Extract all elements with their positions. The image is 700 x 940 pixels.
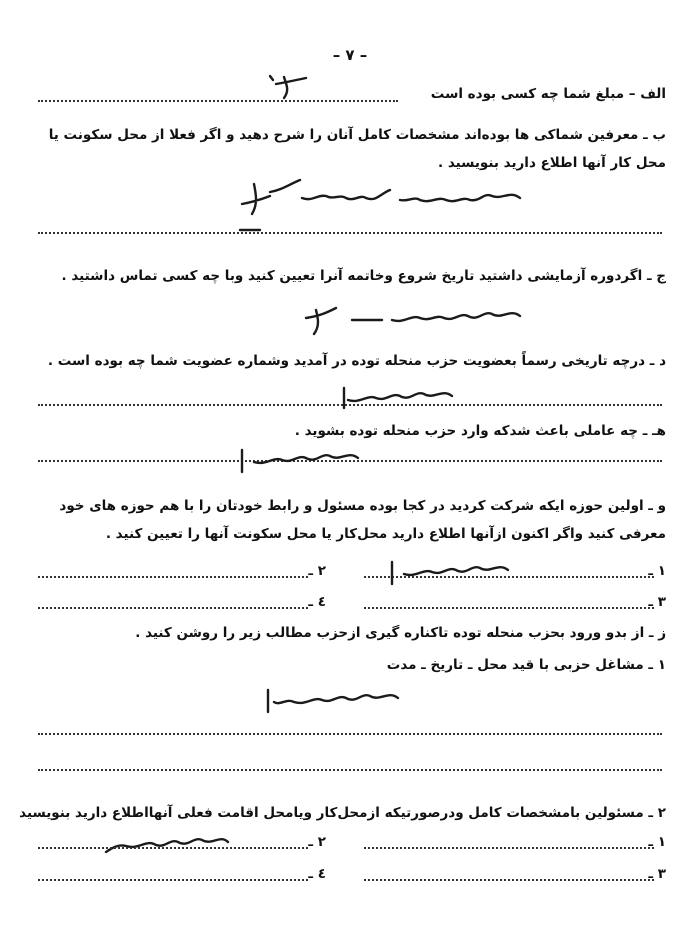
question-jim: ج ـ اگردوره آزمایشی داشتید تاریخ شروع وخاتمه آنرا تعیین کنید وبا چه کسی تماس داشتید . — [61, 268, 666, 284]
answer-line — [38, 769, 662, 771]
question-vav-line1: و ـ اولین حوزه ایکه شرکت کردید در کجا بوده مسئول و رابط خودتان را با هم حوزه های خود — [59, 498, 666, 514]
item-number-4: ٤ ـ — [308, 594, 326, 610]
answer-line — [38, 100, 398, 102]
answer-line — [38, 879, 308, 881]
answer-line — [364, 847, 654, 849]
answer-line — [38, 733, 662, 735]
handwritten-answer-jim — [292, 296, 532, 340]
item-number-3b: ۳ ـ — [648, 866, 666, 882]
item-number-4b: ٤ ـ — [308, 866, 326, 882]
answer-line — [364, 607, 654, 609]
answer-line — [38, 576, 308, 578]
question-ze-item2: ۲ ـ مسئولین بامشخصات کامل ودرصورتیکه ازمحل‌کار ویامحل اقامت فعلی آنهااطلاع دارید بنویسید — [19, 805, 666, 821]
item-number-2: ۲ ـ — [308, 563, 326, 579]
question-ze-item1: ۱ ـ مشاغل حزبی با قید محل ـ تاریخ ـ مدت — [386, 657, 666, 673]
handwritten-answer-ze-1 — [258, 684, 408, 718]
question-be-line2: محل کار آنها اطلاع دارید بنویسید . — [437, 155, 666, 171]
answer-line — [364, 879, 654, 881]
item-number-1b: ۱ ـ — [648, 834, 666, 850]
handwritten-answer-vav — [378, 556, 518, 590]
question-vav-line2: معرفی کنید واگر اکنون ازآنها اطلاع دارید محل‌کار یا محل سکونت آنها را تعیین کنید . — [105, 526, 666, 542]
item-number-3: ۳ ـ — [648, 594, 666, 610]
handwritten-answer-ze-2 — [98, 826, 238, 862]
question-dal: د ـ درچه تاریخی رسماً بعضویت حزب منحله توده در آمدید وشماره عضویت شما چه بوده است . — [47, 353, 666, 369]
handwritten-answer-be — [230, 160, 530, 240]
question-ze: ز ـ از بدو ورود بحزب منحله توده تاکناره گیری ازحزب مطالب زیر را روشن کنید . — [135, 625, 666, 641]
answer-line — [38, 607, 308, 609]
page-number: – ۷ – — [332, 46, 368, 64]
handwritten-answer-alef — [262, 68, 312, 104]
question-alef: الف – مبلغ شما چه کسی بوده است — [430, 86, 666, 102]
item-number-1: ۱ ـ — [648, 563, 666, 579]
question-be-line1: ب ـ معرفین شماکی ها بوده‌اند مشخصات کامل آنان را شرح دهید و اگر فعلا از محل سکونت یا — [48, 127, 666, 143]
handwritten-answer-he — [228, 444, 368, 478]
handwritten-answer-dal — [332, 380, 462, 416]
answer-line — [38, 847, 308, 849]
item-number-2b: ۲ ـ — [308, 834, 326, 850]
question-he: هـ ـ چه عاملی باعث شدکه وارد حزب منحله توده بشوید . — [294, 423, 666, 439]
